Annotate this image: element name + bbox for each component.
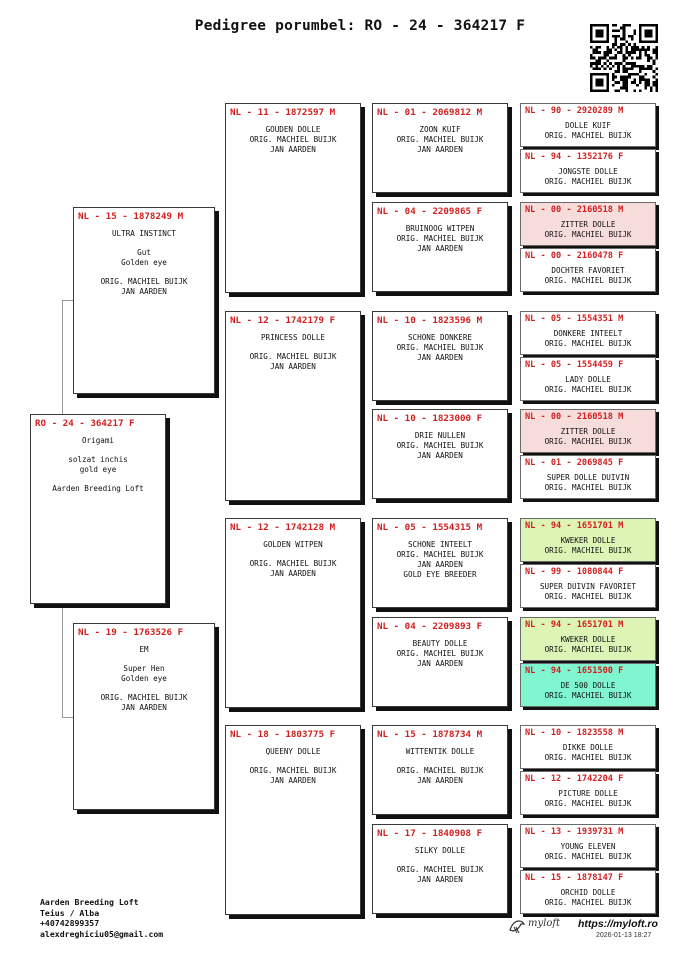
origin-line: JAN AARDEN [417,451,463,460]
origin-line: ORIG. MACHIEL BUIJK [544,339,632,348]
contact-block [40,897,163,939]
origin-line: ORIG. MACHIEL BUIJK [544,276,632,285]
brand-logo-text: myloft [528,918,561,929]
origin-line: ORIG. MACHIEL BUIJK [544,483,632,492]
subject-card [30,414,166,604]
brand-block [508,918,668,944]
origin-line: ORIG. MACHIEL BUIJK [544,691,632,700]
ring-number: NL - 10 - 1823000 F [377,413,483,424]
pigeon-name: SILKY DOLLE [414,846,466,855]
ring-number: NL - 13 - 1939731 M [525,827,624,837]
origin-line: JAN AARDEN [417,776,463,785]
great-grandparent-card [372,311,508,401]
great-grandparent-card [372,617,508,707]
connector-line [62,300,73,301]
grandparent-card [225,725,361,915]
ancestor-card [520,725,656,769]
ring-number: NL - 18 - 1803775 F [230,729,336,740]
note-line: Golden eye [121,258,167,267]
ring-number: NL - 17 - 1840908 F [377,828,483,839]
pigeon-name: KWEKER DOLLE [560,635,616,644]
ring-number: NL - 15 - 1878249 M [78,211,184,222]
origin-line: ORIG. MACHIEL BUIJK [396,135,484,144]
footer-owner: Aarden Breeding Loft [40,897,139,907]
ancestor-card [520,455,656,499]
ring-number: NL - 19 - 1763526 F [78,627,184,638]
origin-line: JAN AARDEN [121,703,167,712]
great-grandparent-card [372,725,508,815]
pigeon-name: ZOON KUIF [419,125,461,134]
origin-line: JAN AARDEN [417,353,463,362]
ring-number: NL - 94 - 1651500 F [525,666,624,676]
origin-line: ORIG. MACHIEL BUIJK [100,277,188,286]
pigeon-name: ZITTER DOLLE [560,220,616,229]
pigeon-name: PICTURE DOLLE [558,789,618,798]
pigeon-name: SCHONE INTEELT [407,540,472,549]
pigeon-name: ZITTER DOLLE [560,427,616,436]
ancestor-card [520,824,656,868]
origin-line: ORIG. MACHIEL BUIJK [544,645,632,654]
note-line: Gut [137,248,151,257]
pigeon-name: DIKKE DOLLE [562,743,614,752]
origin-line: JAN AARDEN [270,569,316,578]
footer-email: alexdreghiciu05@gmail.com [40,928,164,939]
eye-label: gold eye [79,465,117,474]
origin-line: ORIG. MACHIEL BUIJK [544,437,632,446]
ring-number: NL - 94 - 1352176 F [525,152,624,162]
ring-number: NL - 05 - 1554351 M [525,314,624,324]
pigeon-name: DONKERE INTEELT [553,329,623,338]
ring-number: NL - 04 - 2209893 F [377,621,483,632]
pigeon-logo-icon [508,918,526,934]
connector-line [62,717,73,718]
pigeon-name: ORCHID DOLLE [560,888,616,897]
ring-number: NL - 94 - 1651701 M [525,521,624,531]
great-grandparent-card [372,409,508,499]
origin-line: ORIG. MACHIEL BUIJK [249,766,337,775]
ring-number: NL - 12 - 1742204 F [525,774,624,784]
ancestor-card [520,357,656,401]
pigeon-name: DE 500 DOLLE [560,681,616,690]
origin-line: ORIG. MACHIEL BUIJK [544,385,632,394]
origin-line: ORIG. MACHIEL BUIJK [396,441,484,450]
ancestor-card [520,409,656,453]
pigeon-name: QUEENY DOLLE [265,747,321,756]
origin-line: JAN AARDEN [417,244,463,253]
sire-card [73,207,215,394]
origin-line: ORIG. MACHIEL BUIJK [544,898,632,907]
origin-line: JAN AARDEN [270,776,316,785]
ring-number: NL - 00 - 2160518 M [525,412,624,422]
ring-number: NL - 99 - 1080844 F [525,567,624,577]
pigeon-name: SCHONE DONKERE [407,333,472,342]
ring-number: RO - 24 - 364217 F [35,418,135,429]
ring-number: NL - 05 - 1554315 M [377,522,483,533]
pigeon-name: PRINCESS DOLLE [260,333,325,342]
great-grandparent-card [372,202,508,292]
origin-line: ORIG. MACHIEL BUIJK [396,649,484,658]
origin-line: ORIG. MACHIEL BUIJK [544,852,632,861]
ancestor-card [520,870,656,914]
origin-line: JAN AARDEN [417,145,463,154]
ancestor-card [520,564,656,608]
pigeon-name: YOUNG ELEVEN [560,842,616,851]
pigeon-name: GOUDEN DOLLE [265,125,321,134]
great-grandparent-card [372,518,508,608]
ring-number: NL - 15 - 1878147 F [525,873,624,883]
pigeon-name: EM [139,645,149,654]
ring-number: NL - 11 - 1872597 M [230,107,336,118]
pigeon-name: SUPER DUIVIN FAVORIET [539,582,636,591]
note-line: Golden eye [121,674,167,683]
ancestor-card [520,311,656,355]
ancestor-card [520,103,656,147]
ring-number: NL - 10 - 1823558 M [525,728,624,738]
pigeon-name: Origami [81,436,114,445]
origin-line: ORIG. MACHIEL BUIJK [396,550,484,559]
origin-line: ORIG. MACHIEL BUIJK [249,559,337,568]
great-grandparent-card [372,103,508,193]
pigeon-name: ULTRA INSTINCT [111,229,176,238]
page-title: Pedigree porumbel: RO - 24 - 364217 F [194,18,526,34]
origin-line: ORIG. MACHIEL BUIJK [249,352,337,361]
pigeon-name: KWEKER DOLLE [560,536,616,545]
footer-location: Teius / Alba [40,907,100,918]
ring-number: NL - 05 - 1554459 F [525,360,624,370]
site-link[interactable]: https://myloft.ro [578,918,658,930]
ring-number: NL - 90 - 2920289 M [525,106,624,116]
note-line: GOLD EYE BREEDER [403,570,477,579]
origin-line: ORIG. MACHIEL BUIJK [396,865,484,874]
origin-line: JAN AARDEN [417,659,463,668]
pigeon-name: DOCHTER FAVORIET [551,266,625,275]
ancestor-card [520,202,656,246]
origin-line: JAN AARDEN [121,287,167,296]
origin-line: ORIG. MACHIEL BUIJK [544,753,632,762]
pigeon-name: JONGSTE DOLLE [558,167,618,176]
ring-number: NL - 10 - 1823596 M [377,315,483,326]
color-label: solzat inchis [68,455,128,464]
origin-line: ORIG. MACHIEL BUIJK [396,234,484,243]
ring-number: NL - 12 - 1742179 F [230,315,336,326]
origin-line: ORIG. MACHIEL BUIJK [396,766,484,775]
origin-line: ORIG. MACHIEL BUIJK [544,799,632,808]
ancestor-card [520,248,656,292]
note-line: Super Hen [123,664,165,673]
origin-line: ORIG. MACHIEL BUIJK [544,177,632,186]
timestamp: 2026-01-13 18:27 [596,932,652,939]
origin-line: ORIG. MACHIEL BUIJK [100,693,188,702]
pigeon-name: GOLDEN WITPEN [263,540,323,549]
ring-number: NL - 01 - 2069812 M [377,107,483,118]
pigeon-name: BRUINOOG WITPEN [405,224,475,233]
pigeon-name: SUPER DOLLE DUIVIN [546,473,630,482]
origin-line: JAN AARDEN [417,560,463,569]
dam-card [73,623,215,810]
origin-line: ORIG. MACHIEL BUIJK [544,546,632,555]
pigeon-name: LADY DOLLE [565,375,611,384]
origin-line: JAN AARDEN [270,362,316,371]
great-grandparent-card [372,824,508,914]
origin-line: JAN AARDEN [417,875,463,884]
owner-label: Aarden Breeding Loft [52,484,144,493]
ancestor-card [520,663,656,707]
ancestor-card [520,771,656,815]
origin-line: JAN AARDEN [270,145,316,154]
ancestor-card [520,149,656,193]
footer-phone: +40742899357 [40,918,100,929]
ring-number: NL - 04 - 2209865 F [377,206,483,217]
ring-number: NL - 94 - 1651701 M [525,620,624,630]
origin-line: ORIG. MACHIEL BUIJK [544,592,632,601]
ring-number: NL - 15 - 1878734 M [377,729,483,740]
origin-line: ORIG. MACHIEL BUIJK [249,135,337,144]
ring-number: NL - 01 - 2069845 F [525,458,624,468]
grandparent-card [225,518,361,708]
pigeon-name: DOLLE KUIF [565,121,611,130]
qr-code-icon [590,24,658,92]
ring-number: NL - 12 - 1742128 M [230,522,336,533]
ancestor-card [520,518,656,562]
pigeon-name: BEAUTY DOLLE [412,639,468,648]
pigeon-name: WITTENTIK DOLLE [405,747,475,756]
ancestor-card [520,617,656,661]
origin-line: ORIG. MACHIEL BUIJK [396,343,484,352]
grandparent-card [225,103,361,293]
ring-number: NL - 00 - 2160518 M [525,205,624,215]
origin-line: ORIG. MACHIEL BUIJK [544,131,632,140]
ring-number: NL - 00 - 2160478 F [525,251,624,261]
pigeon-name: DRIE NULLEN [414,431,466,440]
origin-line: ORIG. MACHIEL BUIJK [544,230,632,239]
grandparent-card [225,311,361,501]
